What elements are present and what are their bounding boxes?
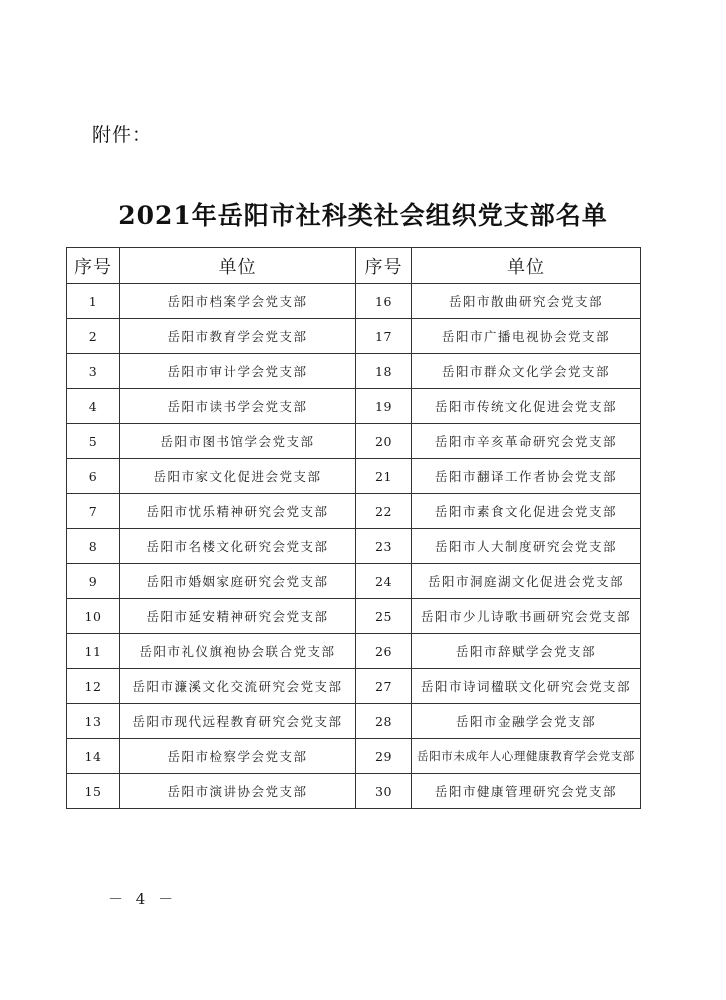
- unit-cell-right: 岳阳市健康管理研究会党支部: [412, 774, 641, 809]
- seq-cell-right: 28: [356, 704, 412, 739]
- table-row: [67, 739, 641, 774]
- unit-cell-right: 岳阳市人大制度研究会党支部: [412, 529, 641, 564]
- seq-cell-right: 27: [356, 669, 412, 704]
- unit-cell-left: 岳阳市延安精神研究会党支部: [120, 599, 356, 634]
- table-row: [67, 634, 641, 669]
- seq-cell-right: 18: [356, 354, 412, 389]
- seq-cell-left: 3: [67, 354, 120, 389]
- unit-cell-right: 岳阳市素食文化促进会党支部: [412, 494, 641, 529]
- unit-cell-left: 岳阳市忧乐精神研究会党支部: [120, 494, 356, 529]
- table-row: [67, 354, 641, 389]
- unit-cell-left: 岳阳市家文化促进会党支部: [120, 459, 356, 494]
- unit-cell-left: 岳阳市检察学会党支部: [120, 739, 356, 774]
- unit-cell-right: 岳阳市翻译工作者协会党支部: [412, 459, 641, 494]
- seq-cell-left: 15: [67, 774, 120, 809]
- unit-cell-left: 岳阳市礼仪旗袍协会联合党支部: [120, 634, 356, 669]
- seq-cell-left: 9: [67, 564, 120, 599]
- seq-cell-right: 19: [356, 389, 412, 424]
- table-row: [67, 319, 641, 354]
- unit-cell-left: 岳阳市濂溪文化交流研究会党支部: [120, 669, 356, 704]
- unit-cell-right: 岳阳市传统文化促进会党支部: [412, 389, 641, 424]
- seq-cell-right: 16: [356, 284, 412, 319]
- table-row: [67, 284, 641, 319]
- seq-cell-left: 7: [67, 494, 120, 529]
- unit-cell-left: 岳阳市现代远程教育研究会党支部: [120, 704, 356, 739]
- seq-cell-right: 29: [356, 739, 412, 774]
- unit-cell-right: 岳阳市未成年人心理健康教育学会党支部: [412, 739, 641, 774]
- header-seq-left: 序号: [67, 248, 120, 284]
- seq-cell-right: 21: [356, 459, 412, 494]
- seq-cell-right: 26: [356, 634, 412, 669]
- seq-cell-left: 11: [67, 634, 120, 669]
- unit-cell-right: 岳阳市广播电视协会党支部: [412, 319, 641, 354]
- seq-cell-left: 4: [67, 389, 120, 424]
- seq-cell-left: 6: [67, 459, 120, 494]
- seq-cell-left: 13: [67, 704, 120, 739]
- seq-cell-left: 8: [67, 529, 120, 564]
- header-seq-right: 序号: [356, 248, 412, 284]
- unit-cell-left: 岳阳市名楼文化研究会党支部: [120, 529, 356, 564]
- unit-cell-right: 岳阳市洞庭湖文化促进会党支部: [412, 564, 641, 599]
- seq-cell-left: 2: [67, 319, 120, 354]
- seq-cell-right: 30: [356, 774, 412, 809]
- unit-cell-right: 岳阳市少儿诗歌书画研究会党支部: [412, 599, 641, 634]
- table-row: [67, 389, 641, 424]
- header-unit-left: 单位: [120, 248, 356, 284]
- document-title: 2021年岳阳市社科类社会组织党支部名单: [118, 201, 608, 230]
- page-number: － 4 －: [108, 890, 178, 908]
- table-body: [67, 284, 641, 809]
- unit-cell-left: 岳阳市图书馆学会党支部: [120, 424, 356, 459]
- seq-cell-left: 1: [67, 284, 120, 319]
- attachment-label: 附件：: [92, 124, 153, 146]
- table-row: [67, 774, 641, 809]
- seq-cell-left: 14: [67, 739, 120, 774]
- header-unit-right: 单位: [412, 248, 641, 284]
- seq-cell-right: 25: [356, 599, 412, 634]
- seq-cell-right: 23: [356, 529, 412, 564]
- party-branch-table: [66, 247, 641, 809]
- seq-cell-left: 12: [67, 669, 120, 704]
- seq-cell-right: 24: [356, 564, 412, 599]
- unit-cell-left: 岳阳市读书学会党支部: [120, 389, 356, 424]
- table-row: [67, 494, 641, 529]
- table-header-row: [67, 248, 641, 284]
- table-row: [67, 564, 641, 599]
- table-row: [67, 669, 641, 704]
- unit-cell-right: 岳阳市金融学会党支部: [412, 704, 641, 739]
- table-row: [67, 529, 641, 564]
- seq-cell-left: 5: [67, 424, 120, 459]
- unit-cell-right: 岳阳市散曲研究会党支部: [412, 284, 641, 319]
- seq-cell-right: 17: [356, 319, 412, 354]
- seq-cell-right: 20: [356, 424, 412, 459]
- unit-cell-left: 岳阳市演讲协会党支部: [120, 774, 356, 809]
- table-row: [67, 459, 641, 494]
- unit-cell-left: 岳阳市审计学会党支部: [120, 354, 356, 389]
- table-row: [67, 704, 641, 739]
- unit-cell-left: 岳阳市档案学会党支部: [120, 284, 356, 319]
- table-row: [67, 599, 641, 634]
- unit-cell-right: 岳阳市群众文化学会党支部: [412, 354, 641, 389]
- unit-cell-right: 岳阳市诗词楹联文化研究会党支部: [412, 669, 641, 704]
- seq-cell-right: 22: [356, 494, 412, 529]
- seq-cell-left: 10: [67, 599, 120, 634]
- unit-cell-right: 岳阳市辞赋学会党支部: [412, 634, 641, 669]
- unit-cell-right: 岳阳市辛亥革命研究会党支部: [412, 424, 641, 459]
- table-row: [67, 424, 641, 459]
- unit-cell-left: 岳阳市婚姻家庭研究会党支部: [120, 564, 356, 599]
- unit-cell-left: 岳阳市教育学会党支部: [120, 319, 356, 354]
